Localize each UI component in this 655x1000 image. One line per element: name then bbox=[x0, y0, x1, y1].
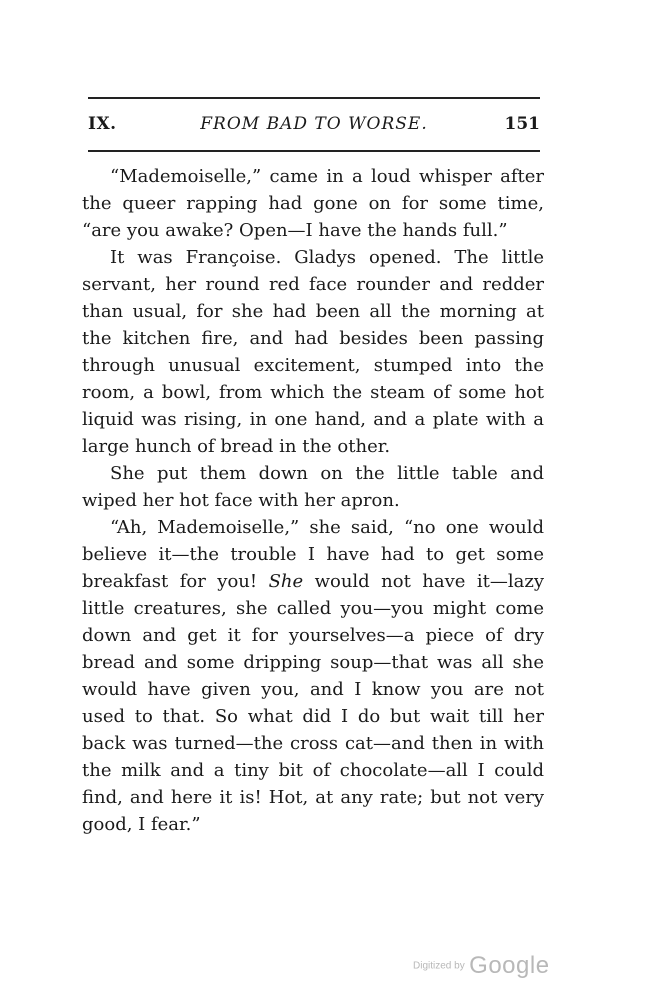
page-body bbox=[82, 163, 544, 838]
paragraph-text: would not have it—lazy little creatures, she called you—you might come down and get it for yourselves—a piece of dry bread and some dripping soup—that was all she would have given you, and I know you are not used to that. So what did I do but wait till her back was turned—the cross cat—and then in with the milk and a tiny bit of chocolate—all I could find, and here it is! Hot, at any rate; but not very good, I fear.” bbox=[82, 571, 544, 835]
paragraph-text: “Ah, Mademoiselle,” she said, “no one would believe it—the trouble I have had to get some breakfast for you! bbox=[82, 517, 544, 592]
header-bottom-rule bbox=[88, 150, 540, 152]
google-logo: Google bbox=[469, 952, 550, 979]
header-top-rule bbox=[88, 97, 540, 99]
chapter-number: IX. bbox=[88, 114, 117, 134]
paragraph: It was Françoise. Gladys opened. The little servant, her round red face rounder and redder than usual, for she had been all the morning at the kitchen fire, and had besides been passing through unusual excitement, stumped into the room, a bowl, from which the steam of some hot liquid was rising, in one hand, and a plate with a large hunch of bread in the other. bbox=[82, 247, 544, 457]
emphasized-word: She bbox=[268, 571, 304, 592]
page-number: 151 bbox=[504, 114, 540, 134]
paragraph: She put them down on the little table and wiped her hot face with her apron. bbox=[82, 463, 544, 511]
chapter-title: FROM BAD TO WORSE. bbox=[200, 114, 428, 134]
watermark-prefix: Digitized by bbox=[413, 960, 465, 972]
paragraph-last bbox=[82, 514, 544, 838]
running-header bbox=[88, 114, 540, 140]
paragraph: “Mademoiselle,” came in a loud whisper after the queer rapping had gone on for some time, “are you awake? Open—I have the hands full.” bbox=[82, 166, 544, 241]
digitized-by-google-watermark bbox=[413, 952, 550, 980]
